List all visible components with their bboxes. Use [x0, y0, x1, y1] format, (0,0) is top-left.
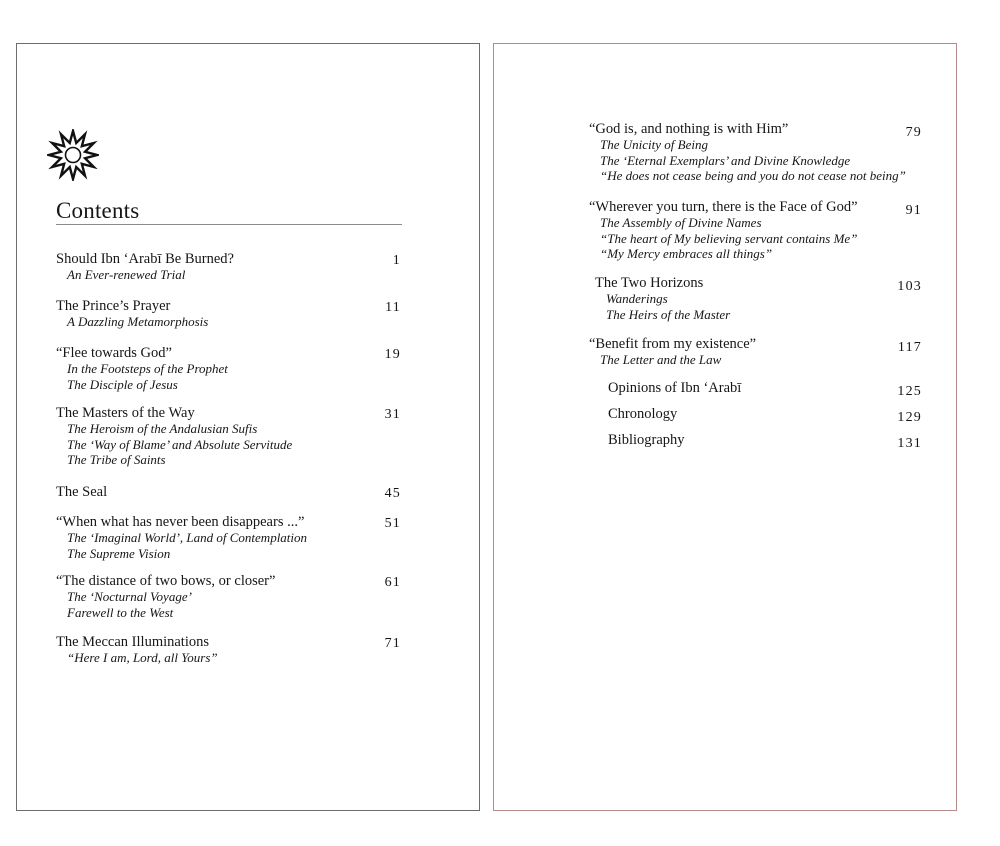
entry-title: “Wherever you turn, there is the Face of God”: [589, 199, 858, 215]
entry-subtitle: The Assembly of Divine Names: [600, 215, 762, 230]
entry-title: “The distance of two bows, or closer”: [56, 573, 276, 589]
entry-subtitle: The Disciple of Jesus: [67, 376, 178, 392]
toc-entry[interactable]: [589, 121, 906, 184]
entry-page-number: 51: [384, 516, 401, 531]
entry-subtitle: “He does not cease being and you do not cease not being”: [600, 168, 906, 184]
entry-subtitle: The Heirs of the Master: [606, 306, 731, 322]
entry-page-number: 91: [905, 203, 922, 218]
entry-title: “When what has never been disappears ...”: [56, 514, 305, 530]
entry-subsections: [56, 421, 292, 468]
toc-entry[interactable]: [589, 336, 756, 368]
entry-subsections: [56, 650, 218, 666]
entry-title: The Masters of the Way: [56, 405, 195, 421]
entry-title: The Meccan Illuminations: [56, 634, 210, 650]
toc-entry[interactable]: [56, 298, 208, 330]
entry-title: Should Ibn ‘Arabī Be Burned?: [56, 251, 234, 267]
twelve-point-star-icon: [47, 129, 99, 181]
entry-title: Chronology: [608, 406, 678, 422]
entry-subsections: [589, 215, 858, 262]
entry-subsections: [56, 314, 208, 330]
entry-subsections: [589, 137, 906, 184]
entry-title: “Benefit from my existence”: [589, 336, 757, 352]
entry-page-number: 61: [384, 575, 401, 590]
entry-page-number: 117: [897, 340, 922, 355]
entry-subtitle: “Here I am, Lord, all Yours”: [67, 650, 218, 665]
entry-subtitle: “My Mercy embraces all things”: [600, 246, 773, 262]
toc-entry[interactable]: [595, 275, 730, 322]
contents-heading: Contents: [56, 198, 140, 223]
toc-entry[interactable]: [608, 380, 741, 396]
entry-page-number: 19: [384, 347, 401, 362]
entry-page-number: 129: [897, 410, 922, 425]
entry-subtitle: The Unicity of Being: [600, 137, 708, 152]
entry-subtitle: The ‘Way of Blame’ and Absolute Servitude: [67, 436, 293, 452]
entry-subtitle: The Heroism of the Andalusian Sufis: [67, 421, 258, 436]
toc-entry[interactable]: [56, 484, 107, 500]
entry-subtitle: An Ever-renewed Trial: [67, 267, 186, 282]
toc-entry[interactable]: [56, 634, 218, 666]
entry-subsections: [56, 267, 234, 283]
entry-title: “God is, and nothing is with Him”: [589, 121, 789, 137]
entry-page-number: 31: [384, 407, 401, 422]
entry-subtitle: The ‘Imaginal World’, Land of Contemplation: [67, 530, 308, 545]
entry-title: The Seal: [56, 484, 108, 500]
toc-entry[interactable]: [589, 199, 858, 262]
heading-rule: [56, 224, 402, 225]
left-page: [16, 43, 480, 811]
right-page: [493, 43, 957, 811]
entry-title: The Two Horizons: [595, 275, 704, 291]
entry-subtitle: Farewell to the West: [67, 604, 174, 620]
toc-entry[interactable]: [56, 251, 234, 283]
entry-title: Opinions of Ibn ‘Arabī: [608, 380, 742, 396]
entry-subtitle: A Dazzling Metamorphosis: [67, 314, 209, 329]
toc-entry[interactable]: [56, 405, 292, 468]
entry-title: Bibliography: [608, 432, 685, 448]
entry-page-number: 103: [897, 279, 922, 294]
entry-page-number: 131: [897, 436, 922, 451]
entry-page-number: 79: [905, 125, 922, 140]
entry-page-number: 11: [385, 300, 401, 315]
entry-page-number: 45: [384, 486, 401, 501]
toc-entry[interactable]: [56, 573, 275, 620]
entry-subtitle: In the Footsteps of the Prophet: [67, 361, 228, 376]
entry-subtitle: Wanderings: [606, 291, 668, 306]
toc-entry[interactable]: [608, 432, 685, 448]
entry-title: The Prince’s Prayer: [56, 298, 171, 314]
entry-subsections: [56, 530, 307, 561]
entry-subsections: [595, 291, 730, 322]
entry-subtitle: The Supreme Vision: [67, 545, 171, 561]
entry-subsections: [589, 352, 756, 368]
toc-entry[interactable]: [56, 514, 307, 561]
entry-subtitle: The Tribe of Saints: [67, 452, 166, 468]
entry-subtitle: The Letter and the Law: [600, 352, 722, 367]
entry-page-number: 71: [384, 636, 401, 651]
entry-page-number: 125: [897, 384, 922, 399]
entry-subtitle: The ‘Nocturnal Voyage’: [67, 589, 192, 604]
entry-page-number: 1: [392, 253, 401, 268]
entry-subtitle: The ‘Eternal Exemplars’ and Divine Knowledge: [600, 152, 851, 168]
entry-title: “Flee towards God”: [56, 345, 172, 361]
entry-subsections: [56, 589, 275, 620]
entry-subsections: [56, 361, 228, 392]
toc-entry[interactable]: [608, 406, 677, 422]
toc-entry[interactable]: [56, 345, 228, 392]
entry-subtitle: “The heart of My believing servant contains Me”: [600, 230, 858, 246]
